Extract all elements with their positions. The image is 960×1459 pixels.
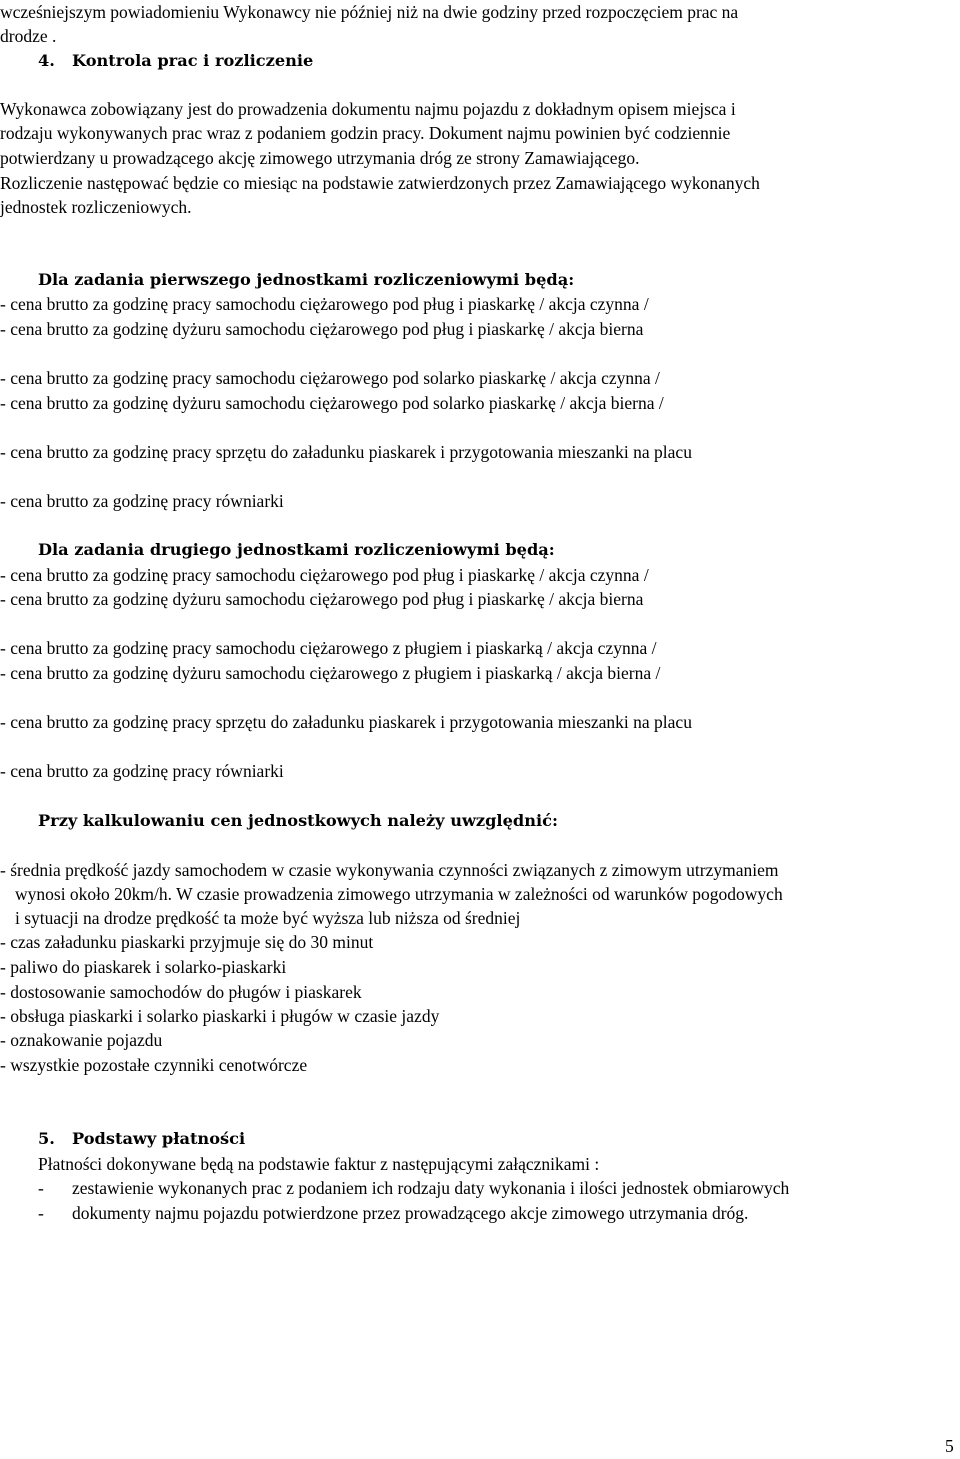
item-dash: - xyxy=(38,1203,44,1223)
intro-line: drodze . xyxy=(0,26,57,46)
section-5-number: 5. xyxy=(38,1129,55,1148)
task-1-item: - cena brutto za godzinę dyżuru samochodu ciężarowego pod solarko piaskarkę / akcja bierna / xyxy=(0,393,664,413)
item-dash: - xyxy=(38,1178,44,1198)
pricing-item: - paliwo do piaskarek i solarko-piaskarki xyxy=(0,957,287,977)
section-4-title: Kontrola prac i rozliczenie xyxy=(72,51,314,70)
pricing-heading: Przy kalkulowaniu cen jednostkowych należy uwzględnić: xyxy=(38,811,558,830)
section-5-intro: Płatności dokonywane będą na podstawie faktur z następującymi załącznikami : xyxy=(38,1154,600,1174)
section-4-paragraph-line: Wykonawca zobowiązany jest do prowadzenia dokumentu najmu pojazdu z dokładnym opisem miejsca i xyxy=(0,99,736,119)
task-2-heading: Dla zadania drugiego jednostkami rozliczeniowymi będą: xyxy=(38,540,555,559)
intro-line: wcześniejszym powiadomieniu Wykonawcy nie później niż na dwie godziny przed rozpoczęciem prac na xyxy=(0,2,739,22)
task-1-heading: Dla zadania pierwszego jednostkami rozliczeniowymi będą: xyxy=(38,270,575,289)
pricing-item: - dostosowanie samochodów do pługów i piaskarek xyxy=(0,982,362,1002)
task-2-item: - cena brutto za godzinę dyżuru samochodu ciężarowego pod pług i piaskarkę / akcja bierna xyxy=(0,589,644,609)
task-2-item: - cena brutto za godzinę pracy sprzętu do załadunku piaskarek i przygotowania mieszanki na placu xyxy=(0,712,692,732)
task-2-item: - cena brutto za godzinę pracy równiarki xyxy=(0,761,284,781)
section-5-item xyxy=(38,1203,748,1223)
pricing-item: - wszystkie pozostałe czynniki cenotwórcze xyxy=(0,1055,308,1075)
section-5-title: Podstawy płatności xyxy=(72,1129,246,1148)
pricing-item: - średnia prędkość jazdy samochodem w czasie wykonywania czynności związanych z zimowym utrzymaniem xyxy=(0,860,779,880)
task-1-item: - cena brutto za godzinę pracy samochodu ciężarowego pod pług i piaskarkę / akcja czynna / xyxy=(0,294,649,314)
section-4-paragraph-line: potwierdzany u prowadzącego akcję zimowego utrzymania dróg ze strony Zamawiającego. xyxy=(0,148,640,168)
section-5-item xyxy=(38,1178,789,1198)
pricing-item: - obsługa piaskarki i solarko piaskarki i pługów w czasie jazdy xyxy=(0,1006,440,1026)
task-1-item: - cena brutto za godzinę pracy samochodu ciężarowego pod solarko piaskarkę / akcja czynna / xyxy=(0,368,660,388)
section-5-heading xyxy=(38,1129,245,1149)
task-2-item: - cena brutto za godzinę pracy samochodu ciężarowego z pługiem i piaskarką / akcja czynna / xyxy=(0,638,657,658)
task-1-item: - cena brutto za godzinę dyżuru samochodu ciężarowego pod pług i piaskarkę / akcja bierna xyxy=(0,319,644,339)
item-text: zestawienie wykonanych prac z podaniem ich rodzaju daty wykonania i ilości jednostek obmiarowych xyxy=(72,1178,790,1198)
pricing-item: - oznakowanie pojazdu xyxy=(0,1030,163,1050)
section-4-paragraph-line: jednostek rozliczeniowych. xyxy=(0,197,192,217)
pricing-item: - czas załadunku piaskarki przyjmuje się do 30 minut xyxy=(0,932,374,952)
section-4-paragraph-line: rodzaju wykonywanych prac wraz z podaniem godzin pracy. Dokument najmu powinien być codziennie xyxy=(0,123,731,143)
section-4-number: 4. xyxy=(38,51,55,70)
task-1-item: - cena brutto za godzinę pracy równiarki xyxy=(0,491,284,511)
section-4-heading xyxy=(38,51,313,71)
task-2-item: - cena brutto za godzinę pracy samochodu ciężarowego pod pług i piaskarkę / akcja czynna / xyxy=(0,565,649,585)
section-4-paragraph-line: Rozliczenie następować będzie co miesiąc na podstawie zatwierdzonych przez Zamawiającego wykonanych xyxy=(0,173,760,193)
page-number: 5 xyxy=(945,1436,954,1456)
pricing-item-continuation: i sytuacji na drodze prędkość ta może być wyższa lub niższa od średniej xyxy=(15,908,521,928)
task-2-item: - cena brutto za godzinę dyżuru samochodu ciężarowego z pługiem i piaskarką / akcja bierna / xyxy=(0,663,661,683)
pricing-item-continuation: wynosi około 20km/h. W czasie prowadzenia zimowego utrzymania w zależności od warunków pogodowych xyxy=(15,884,783,904)
item-text: dokumenty najmu pojazdu potwierdzone przez prowadzącego akcje zimowego utrzymania dróg. xyxy=(72,1203,749,1223)
task-1-item: - cena brutto za godzinę pracy sprzętu do załadunku piaskarek i przygotowania mieszanki na placu xyxy=(0,442,692,462)
